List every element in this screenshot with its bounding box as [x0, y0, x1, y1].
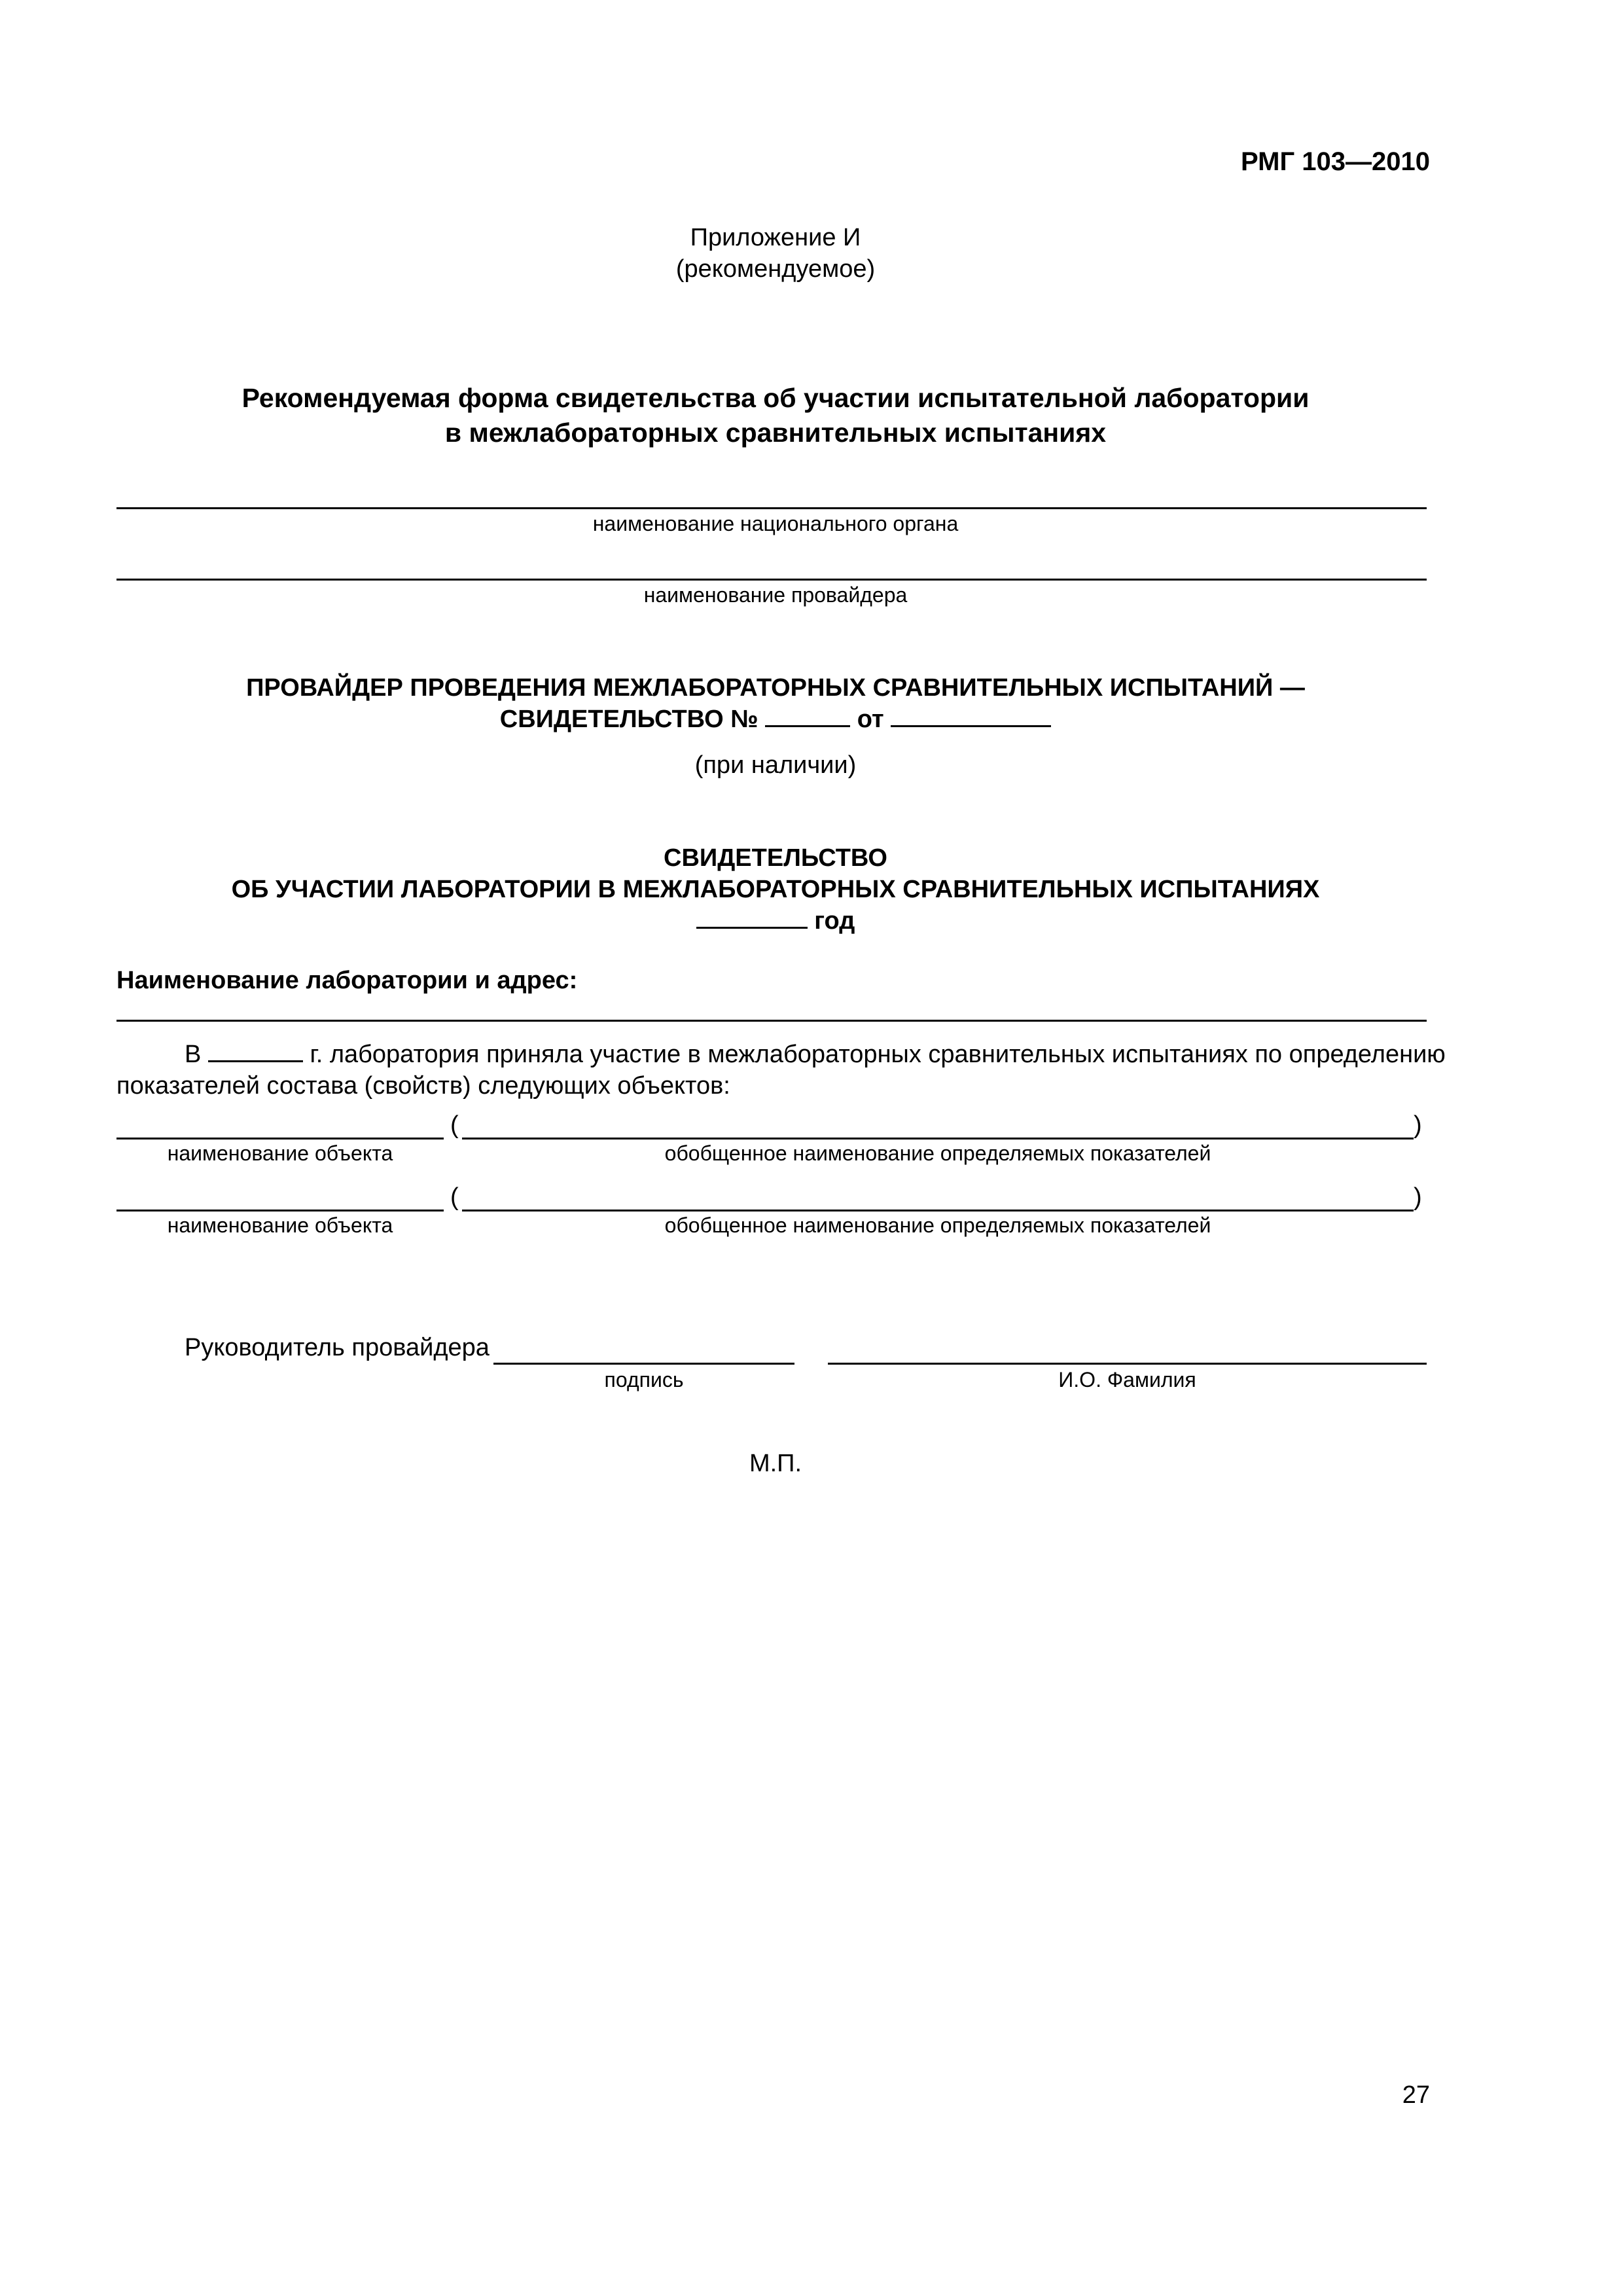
paragraph-line-1 — [185, 1041, 1446, 1069]
object-row — [0, 1106, 1623, 1178]
close-paren: ) — [1414, 1183, 1422, 1211]
provider-field[interactable] — [116, 579, 1427, 581]
object-row — [0, 1178, 1623, 1250]
open-paren: ( — [450, 1111, 459, 1139]
page-number: 27 — [1402, 2081, 1430, 2109]
certificate-year-line — [0, 907, 1551, 935]
indicators-field[interactable] — [462, 1210, 1414, 1211]
provider-note: (при наличии) — [694, 751, 857, 779]
lab-address-field[interactable] — [116, 1020, 1427, 1022]
object-caption: наименование объекта — [167, 1213, 393, 1237]
certificate-number-field[interactable] — [765, 706, 850, 727]
close-paren: ) — [1414, 1111, 1422, 1139]
full-name-caption: И.О. Фамилия — [1058, 1368, 1196, 1391]
national-body-field[interactable] — [116, 507, 1427, 509]
certificate-title-line-2: ОБ УЧАСТИИ ЛАБОРАТОРИИ В МЕЖЛАБОРАТОРНЫХ СРАВНИТЕЛЬНЫХ ИСПЫТАНИЯХ — [231, 876, 1320, 903]
paragraph-line-2: показателей состава (свойств) следующих объектов: — [116, 1072, 730, 1100]
year-field[interactable] — [696, 907, 808, 929]
object-name-field[interactable] — [116, 1138, 444, 1139]
indicators-caption: обобщенное наименование определяемых показателей — [664, 1213, 1211, 1237]
participation-year-field[interactable] — [208, 1041, 303, 1062]
certificate-date-field[interactable] — [891, 706, 1051, 727]
national-body-caption: наименование национального органа — [592, 512, 959, 535]
appendix-status: (рекомендуемое) — [675, 255, 876, 283]
form-title-line-1: Рекомендуемая форма свидетельства об участии испытательной лаборатории — [241, 383, 1310, 413]
year-label: год — [814, 907, 855, 935]
object-caption: наименование объекта — [167, 1141, 393, 1165]
indicators-caption: обобщенное наименование определяемых показателей — [664, 1141, 1211, 1165]
signature-label: Руководитель провайдера — [185, 1334, 490, 1361]
object-name-field[interactable] — [116, 1210, 444, 1211]
document-code: РМГ 103—2010 — [1241, 147, 1430, 176]
form-title-line-2: в межлабораторных сравнительных испытаниях — [444, 418, 1107, 448]
certificate-number-label: СВИДЕТЕЛЬСТВО № — [499, 706, 758, 733]
paragraph-text: г. лаборатория приняла участие в межлабораторных сравнительных испытаниях по определению — [310, 1041, 1446, 1068]
open-paren: ( — [450, 1183, 459, 1211]
lab-heading: Наименование лаборатории и адрес: — [116, 967, 578, 994]
certificate-title-line-1: СВИДЕТЕЛЬСТВО — [664, 844, 887, 872]
signature-caption: подпись — [604, 1368, 684, 1391]
provider-heading-line-2 — [0, 706, 1551, 734]
stamp-place: М.П. — [749, 1450, 802, 1477]
signature-field[interactable] — [493, 1363, 794, 1365]
appendix-label: Приложение И — [690, 224, 861, 251]
provider-heading-line-1: ПРОВАЙДЕР ПРОВЕДЕНИЯ МЕЖЛАБОРАТОРНЫХ СРАВНИТЕЛЬНЫХ ИСПЫТАНИЙ — — [246, 674, 1305, 702]
full-name-field[interactable] — [828, 1363, 1427, 1365]
certificate-date-label: от — [857, 706, 884, 733]
provider-caption: наименование провайдера — [643, 583, 908, 607]
indicators-field[interactable] — [462, 1138, 1414, 1139]
paragraph-prefix: В — [185, 1041, 202, 1068]
